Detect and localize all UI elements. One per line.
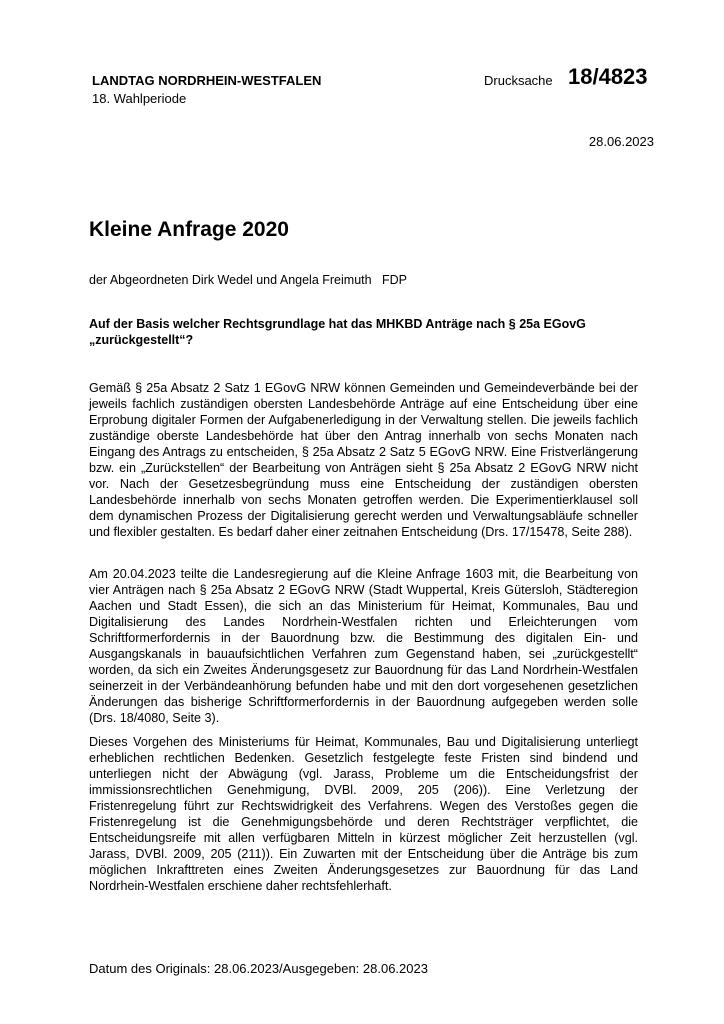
body-paragraph: Dieses Vorgehen des Ministeriums für Heimat, Kommunales, Bau und Digitalisierung unterliegt erheblichen rechtlichen Bedenken. Gesetzlich festgelegte feste Fristen sind bindend und unterliegen nicht der Abwägung (vgl. Jarass, Probleme um die Entscheidungsfrist der immissionsrechtlichen Genehmigung, DVBl. 2009, 205 (206)). Eine Verletzung der Fristenregelung führt zur Rechtswidrigkeit des Verfahrens. Wegen des Verstoßes gegen die Fristenregelung ist die Genehmigungsbehörde und deren Rechtsträger verpflichtet, die Entscheidungsreife mit allen verfügbaren Mitteln in kürzest möglicher Zeit herzustellen (vgl. Jarass, DVBl. 2009, 205 (211)). Ein Zuwarten mit der Entscheidung über die Anträge bis zum möglichen Inkrafttreten eines Zweiten Änderungsgesetzes zur Bauordnung für das Land Nordrhein-Westfalen erschiene daher rechtsfehlerhaft. bbox=[89, 735, 638, 893]
parliament-name: LANDTAG NORDRHEIN-WESTFALEN bbox=[92, 73, 322, 88]
body-paragraph: Am 20.04.2023 teilte die Landesregierung auf die Kleine Anfrage 1603 mit, die Bearbeitung von vier Anträgen nach § 25a Absatz 2 EGovG NRW (Stadt Wuppertal, Kreis Gütersloh, Städteregion Aachen und Stadt Essen), die sich an das Ministerium für Heimat, Kommunales, Bau und Digitalisierung des Landes Nordrhein-Westfalen richten und Erleichterungen vom Schriftformerfordernis in der Bauordnung bzw. die Bestimmung des digitalen Ein- und Ausgangskanals in bauaufsichtlichen Verfahren zum Gegenstand haben, sei „zurückgestellt“ worden, da sich ein Zweites Änderungsgesetz zur Bauordnung für das Land Nordrhein-Westfalen seinerzeit in der Verbändeanhörung befunden habe und mit den dort vorgesehenen gesetzlichen Änderungen das bisherige Schriftformerfordernis in der Bauordnung aufgegeben werden solle (Drs. 18/4080, Seite 3). bbox=[89, 567, 638, 725]
drucksache-label: Drucksache bbox=[484, 73, 553, 88]
electoral-period: 18. Wahlperiode bbox=[92, 91, 187, 106]
inquiry-subject: Auf der Basis welcher Rechtsgrundlage hat das MHKBD Anträge nach § 25a EGovG „zurückgestellt“? bbox=[89, 317, 586, 347]
authors-line: der Abgeordneten Dirk Wedel und Angela Freimuth FDP bbox=[89, 273, 407, 287]
body-paragraph: Gemäß § 25a Absatz 2 Satz 1 EGovG NRW können Gemeinden und Gemeindeverbände bei der jeweils fachlich zuständigen obersten Landesbehörde Anträge auf eine Entscheidung über eine Erprobung digitaler Formen der Aufgabenerledigung in der Verwaltung stellen. Die jeweils fachlich zuständige oberste Landesbehörde hat über den Antrag innerhalb von sechs Monaten nach Eingang des Antrags zu entscheiden, § 25a Absatz 2 Satz 5 EGovG NRW. Eine Fristverlängerung bzw. ein „Zurückstellen“ der Bearbeitung von Anträgen sieht § 25a Absatz 2 EGovG NRW nicht vor. Nach der Gesetzesbegründung muss eine Entscheidung der zuständigen obersten Landesbehörde innerhalb von sechs Monaten getroffen werden. Die Experimentierklausel soll dem dynamischen Prozess der Digitalisierung gerecht werden und Verwaltungsabläufe schneller und flexibler gestalten. Es bedarf daher einer zeitnahen Entscheidung (Drs. 17/15478, Seite 288). bbox=[89, 381, 638, 539]
document-date: 28.06.2023 bbox=[588, 134, 654, 149]
document-title: Kleine Anfrage 2020 bbox=[89, 218, 289, 241]
drucksache-number: 18/4823 bbox=[568, 64, 648, 89]
footer-date-line: Datum des Originals: 28.06.2023/Ausgegeben: 28.06.2023 bbox=[89, 961, 428, 976]
